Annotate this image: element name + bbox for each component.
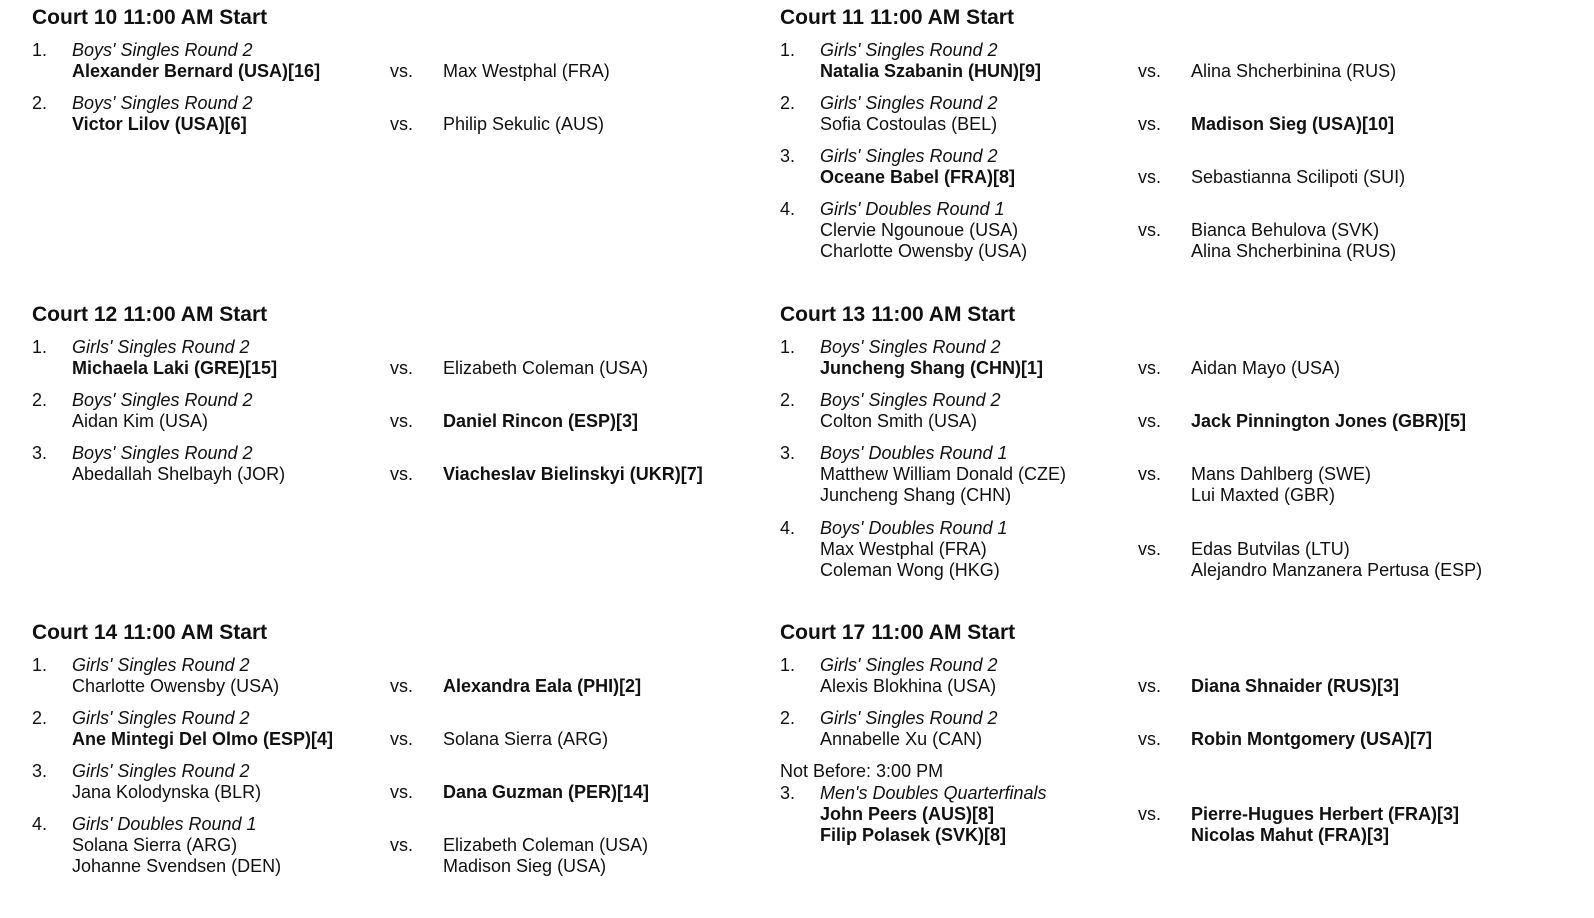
match-number: 4. — [32, 814, 48, 834]
player-name: Alejandro Manzanera Pertusa (ESP) — [1191, 560, 1483, 580]
match-event: Girls' Singles Round 2 — [72, 708, 250, 728]
player-name: Charlotte Owensby (USA) — [72, 676, 280, 696]
court-title — [780, 303, 1015, 327]
player-name: John Peers (AUS)[8] — [820, 804, 995, 824]
player-name: Nicolas Mahut (FRA)[3] — [1191, 825, 1389, 845]
match-event: Men's Doubles Quarterfinals — [820, 783, 1047, 803]
side-b — [1191, 804, 1459, 846]
match-number: 3. — [780, 443, 796, 463]
player-name: Max Westphal (FRA) — [820, 539, 987, 559]
side-b — [1191, 167, 1405, 188]
versus-label: vs. — [390, 464, 414, 484]
side-b — [443, 676, 641, 697]
versus-label: vs. — [1138, 539, 1162, 559]
player-name: Robin Montgomery (USA)[7] — [1191, 729, 1432, 749]
player-name: Alexandra Eala (PHI)[2] — [443, 676, 642, 696]
court-name: Court 10 — [32, 6, 118, 29]
versus-label: vs. — [390, 114, 414, 134]
player-name: Philip Sekulic (AUS) — [443, 114, 605, 134]
court-name: Court 12 — [32, 303, 118, 326]
court-start-time: 11:00 AM Start — [871, 621, 1016, 644]
versus-label: vs. — [1138, 220, 1162, 240]
match-number: 4. — [780, 518, 796, 538]
side-a — [820, 114, 997, 135]
side-b — [443, 114, 604, 135]
versus-label: vs. — [390, 835, 414, 855]
player-name: Daniel Rincon (ESP)[3] — [443, 411, 639, 431]
player-name: Alexander Bernard (USA)[16] — [72, 61, 321, 81]
player-name: Sebastianna Scilipoti (SUI) — [1191, 167, 1406, 187]
side-a — [820, 61, 1041, 82]
match-number: 2. — [780, 708, 796, 728]
side-b — [1191, 358, 1340, 379]
match-event: Girls' Singles Round 2 — [820, 93, 998, 113]
side-b — [1191, 539, 1482, 581]
court-start-time: 11:00 AM Start — [123, 621, 268, 644]
match-number: 1. — [32, 655, 48, 675]
player-name: Sofia Costoulas (BEL) — [820, 114, 998, 134]
versus-label: vs. — [1138, 411, 1162, 431]
side-b — [443, 782, 649, 803]
match-number: 1. — [780, 337, 796, 357]
side-a — [72, 729, 333, 750]
player-name: Bianca Behulova (SVK) — [1191, 220, 1380, 240]
match-event: Boys' Doubles Round 1 — [820, 443, 1008, 463]
side-a — [820, 676, 996, 697]
versus-label: vs. — [1138, 358, 1162, 378]
side-b — [443, 464, 703, 485]
match-event: Girls' Singles Round 2 — [72, 337, 250, 357]
court-title — [32, 303, 267, 327]
player-name: Michaela Laki (GRE)[15] — [72, 358, 278, 378]
player-name: Madison Sieg (USA)[10] — [1191, 114, 1395, 134]
match-number: 1. — [780, 40, 796, 60]
match-number: 3. — [780, 783, 796, 803]
player-name: Alina Shcherbinina (RUS) — [1191, 61, 1397, 81]
side-a — [72, 411, 208, 432]
player-name: Aidan Kim (USA) — [72, 411, 209, 431]
court-name: Court 13 — [780, 303, 866, 326]
match-event: Girls' Singles Round 2 — [820, 655, 998, 675]
side-a — [72, 782, 261, 803]
versus-label: vs. — [1138, 167, 1162, 187]
side-a — [820, 220, 1027, 262]
match-number: 2. — [780, 93, 796, 113]
side-b — [1191, 676, 1399, 697]
player-name: Dana Guzman (PER)[14] — [443, 782, 650, 802]
match-event: Boys' Singles Round 2 — [72, 40, 253, 60]
match-number: 2. — [32, 93, 48, 113]
player-name: Colton Smith (USA) — [820, 411, 978, 431]
versus-label: vs. — [390, 676, 414, 696]
side-a — [72, 835, 281, 877]
side-a — [820, 539, 1000, 581]
player-name: Pierre-Hugues Herbert (FRA)[3] — [1191, 804, 1460, 824]
player-name: Juncheng Shang (CHN)[1] — [820, 358, 1043, 378]
versus-label: vs. — [390, 411, 414, 431]
match-event: Boys' Singles Round 2 — [72, 443, 253, 463]
player-name: Solana Sierra (ARG) — [72, 835, 238, 855]
player-name: Filip Polasek (SVK)[8] — [820, 825, 1007, 845]
side-b — [443, 61, 610, 82]
court-title — [780, 6, 1014, 30]
side-b — [1191, 61, 1396, 82]
player-name: Ane Mintegi Del Olmo (ESP)[4] — [72, 729, 334, 749]
match-number: 1. — [32, 337, 48, 357]
side-a — [72, 61, 320, 82]
side-a — [820, 167, 1015, 188]
court-start-time: 11:00 AM Start — [123, 6, 268, 29]
match-event: Girls' Singles Round 2 — [72, 655, 250, 675]
versus-label: vs. — [1138, 114, 1162, 134]
side-a — [820, 729, 982, 750]
side-a — [72, 114, 247, 135]
court-name: Court 17 — [780, 621, 866, 644]
match-event: Girls' Doubles Round 1 — [72, 814, 257, 834]
side-b — [443, 411, 638, 432]
side-a — [72, 464, 285, 485]
versus-label: vs. — [390, 61, 414, 81]
player-name: Victor Lilov (USA)[6] — [72, 114, 247, 134]
versus-label: vs. — [390, 729, 414, 749]
player-name: Solana Sierra (ARG) — [443, 729, 609, 749]
match-number: 3. — [32, 761, 48, 781]
side-b — [1191, 114, 1394, 135]
match-number: 3. — [780, 146, 796, 166]
side-a — [820, 464, 1066, 506]
versus-label: vs. — [390, 358, 414, 378]
side-a — [72, 358, 277, 379]
court-start-time: 11:00 AM Start — [123, 303, 268, 326]
side-b — [443, 835, 648, 877]
match-event: Girls' Doubles Round 1 — [820, 199, 1005, 219]
match-event: Boys' Singles Round 2 — [820, 390, 1001, 410]
match-event: Boys' Doubles Round 1 — [820, 518, 1008, 538]
side-b — [1191, 220, 1396, 262]
court-title — [780, 621, 1015, 645]
player-name: Mans Dahlberg (SWE) — [1191, 464, 1372, 484]
court-start-time: 11:00 AM Start — [870, 6, 1014, 29]
player-name: Jack Pinnington Jones (GBR)[5] — [1191, 411, 1467, 431]
court-title — [32, 621, 267, 645]
player-name: Edas Butvilas (LTU) — [1191, 539, 1350, 559]
match-number: 1. — [780, 655, 796, 675]
player-name: Elizabeth Coleman (USA) — [443, 358, 649, 378]
side-b — [1191, 464, 1371, 506]
match-number: 2. — [32, 390, 48, 410]
player-name: Natalia Szabanin (HUN)[9] — [820, 61, 1042, 81]
side-b — [443, 729, 608, 750]
player-name: Alexis Blokhina (USA) — [820, 676, 997, 696]
court-start-time: 11:00 AM Start — [871, 303, 1016, 326]
match-event: Boys' Singles Round 2 — [72, 390, 253, 410]
match-event: Boys' Singles Round 2 — [820, 337, 1001, 357]
versus-label: vs. — [1138, 729, 1162, 749]
match-number: 3. — [32, 443, 48, 463]
versus-label: vs. — [1138, 804, 1162, 824]
player-name: Jana Kolodynska (BLR) — [72, 782, 262, 802]
player-name: Johanne Svendsen (DEN) — [72, 856, 282, 876]
not-before-note: Not Before: 3:00 PM — [780, 761, 944, 781]
match-event: Girls' Singles Round 2 — [820, 708, 998, 728]
player-name: Lui Maxted (GBR) — [1191, 485, 1336, 505]
versus-label: vs. — [1138, 676, 1162, 696]
court-name: Court 11 — [780, 6, 865, 29]
side-b — [1191, 411, 1466, 432]
versus-label: vs. — [1138, 464, 1162, 484]
player-name: Aidan Mayo (USA) — [1191, 358, 1341, 378]
match-number: 2. — [32, 708, 48, 728]
match-event: Boys' Singles Round 2 — [72, 93, 253, 113]
court-name: Court 14 — [32, 621, 118, 644]
player-name: Matthew William Donald (CZE) — [820, 464, 1067, 484]
court-title — [32, 6, 267, 30]
player-name: Viacheslav Bielinskyi (UKR)[7] — [443, 464, 703, 484]
match-number: 1. — [32, 40, 48, 60]
player-name: Abedallah Shelbayh (JOR) — [72, 464, 286, 484]
player-name: Elizabeth Coleman (USA) — [443, 835, 649, 855]
side-a — [820, 358, 1043, 379]
side-b — [1191, 729, 1432, 750]
versus-label: vs. — [390, 782, 414, 802]
side-b — [443, 358, 648, 379]
side-a — [820, 804, 1006, 846]
versus-label: vs. — [1138, 61, 1162, 81]
match-event: Girls' Singles Round 2 — [820, 146, 998, 166]
side-a — [820, 411, 977, 432]
player-name: Charlotte Owensby (USA) — [820, 241, 1028, 261]
match-number: 2. — [780, 390, 796, 410]
player-name: Max Westphal (FRA) — [443, 61, 610, 81]
player-name: Coleman Wong (HKG) — [820, 560, 1000, 580]
player-name: Juncheng Shang (CHN) — [820, 485, 1012, 505]
player-name: Alina Shcherbinina (RUS) — [1191, 241, 1397, 261]
match-number: 4. — [780, 199, 796, 219]
player-name: Madison Sieg (USA) — [443, 856, 607, 876]
player-name: Diana Shnaider (RUS)[3] — [1191, 676, 1400, 696]
match-event: Girls' Singles Round 2 — [820, 40, 998, 60]
player-name: Clervie Ngounoue (USA) — [820, 220, 1019, 240]
match-event: Girls' Singles Round 2 — [72, 761, 250, 781]
side-a — [72, 676, 279, 697]
player-name: Oceane Babel (FRA)[8] — [820, 167, 1016, 187]
player-name: Annabelle Xu (CAN) — [820, 729, 983, 749]
